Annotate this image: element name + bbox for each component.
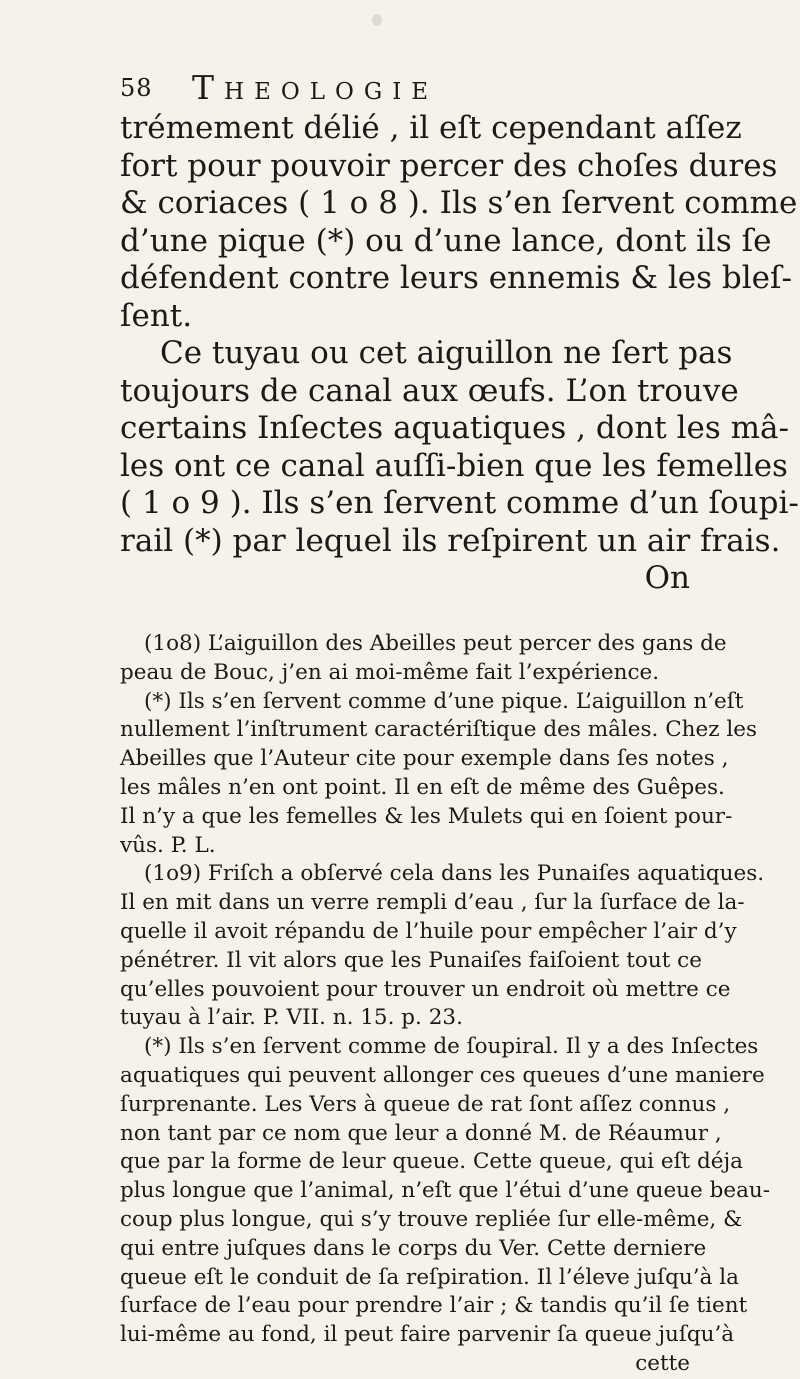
footnotes [120, 630, 770, 1379]
note-line: plus longue que l’animal, n’eſt que l’étui d’une queue beau- [120, 1178, 770, 1204]
note-line: qui entre juſques dans le corps du Ver. Cette derniere [120, 1235, 707, 1261]
page-number: 58 [120, 74, 153, 102]
note-line: (1o9) Friſch a obſervé cela dans les Punaiſes aquatiques. [144, 861, 765, 887]
paragraph [120, 335, 799, 560]
footnote-109 [120, 860, 765, 1033]
note-line: coup plus longue, qui s’y trouve repliée ſur elle-même, & [120, 1206, 743, 1232]
text-line: d’une pique (*) ou d’une lance, dont ils ſe [120, 222, 772, 259]
paper-stain [372, 14, 382, 26]
catchword: cette [635, 1350, 690, 1376]
note-line: vûs. P. L. [120, 832, 216, 858]
text-line: certains Inſectes aquatiques , dont les mâ- [120, 410, 789, 446]
note-line: non tant par ce nom que leur a donné M. de Réaumur , [120, 1120, 722, 1146]
note-line: ſurface de l’eau pour prendre l’air ; & tandis qu’il ſe tient [120, 1293, 748, 1319]
page-header [120, 68, 720, 108]
footnote-108 [120, 630, 727, 688]
text-line: fort pour pouvoir percer des choſes dures [120, 147, 778, 184]
text-line: ( 1 o 9 ). Ils s’en ſervent comme d’un ſoupi- [120, 485, 799, 521]
note-line: ſurprenante. Les Vers à queue de rat ſont aſſez connus , [120, 1091, 731, 1117]
note-line: peau de Bouc, j’en ai moi-même fait l’expérience. [120, 659, 660, 685]
note-line: qu’elles pouvoient pour trouver un endroit où mettre ce [120, 976, 731, 1002]
note-line: nullement l’inſtrument caractériſtique des mâles. Chez les [120, 717, 758, 743]
note-line: lui-même au fond, il peut faire parvenir ſa queue juſqu’à [120, 1322, 735, 1348]
catchword: On [644, 560, 690, 596]
note-line: quelle il avoit répandu de l’huile pour empêcher l’air d’y [120, 918, 737, 944]
note-line: aquatiques qui peuvent allonger ces queues d’une maniere [120, 1062, 765, 1088]
note-line: (*) Ils s’en ſervent comme d’une pique. L’aiguillon n’eſt [144, 688, 744, 714]
note-line: pénétrer. Il vit alors que les Punaiſes faiſoient tout ce [120, 947, 702, 973]
note-line: Abeilles que l’Auteur cite pour exemple dans ſes notes , [120, 746, 729, 772]
text-line: Ce tuyau ou cet aiguillon ne ſert pas [160, 335, 733, 371]
text-line: rail (*) par lequel ils reſpirent un air frais. [120, 522, 781, 559]
text-line: toujours de canal aux œufs. L’on trouve [120, 372, 739, 409]
note-line: queue eſt le conduit de ſa reſpiration. Il l’éleve juſqu’à la [120, 1264, 739, 1290]
note-line: les mâles n’en ont point. Il en eſt de même des Guêpes. [120, 774, 725, 800]
note-line: (1o8) L’aiguillon des Abeilles peut percer des gans de [144, 631, 727, 656]
running-head: Theologie [192, 68, 439, 107]
note-line: tuyau à l’air. P. VII. n. 15. p. 23. [120, 1005, 463, 1031]
note-line: Il n’y a que les femelles & les Mulets qui en ſoient pour- [120, 803, 733, 829]
text-line: & coriaces ( 1 o 8 ). Ils s’en ſervent comme [120, 185, 798, 221]
footnote-asterisk-1 [120, 688, 758, 861]
note-line: Il en mit dans un verre rempli d’eau , ſur la ſurface de la- [120, 890, 745, 916]
main-text [120, 110, 799, 598]
footnote-asterisk-2 [120, 1033, 770, 1350]
text-line: trémement délié , il eſt cependant aſſez [120, 110, 742, 146]
note-line: (*) Ils s’en ſervent comme de ſoupiral. Il y a des Inſectes [144, 1034, 759, 1060]
text-line: les ont ce canal auſſi-bien que les femelles [120, 447, 788, 484]
text-line: défendent contre leurs ennemis & les bleſ- [120, 260, 792, 296]
paragraph [120, 110, 798, 335]
text-line: ſent. [120, 297, 193, 334]
note-line: que par la forme de leur queue. Cette queue, qui eſt déja [120, 1149, 743, 1175]
